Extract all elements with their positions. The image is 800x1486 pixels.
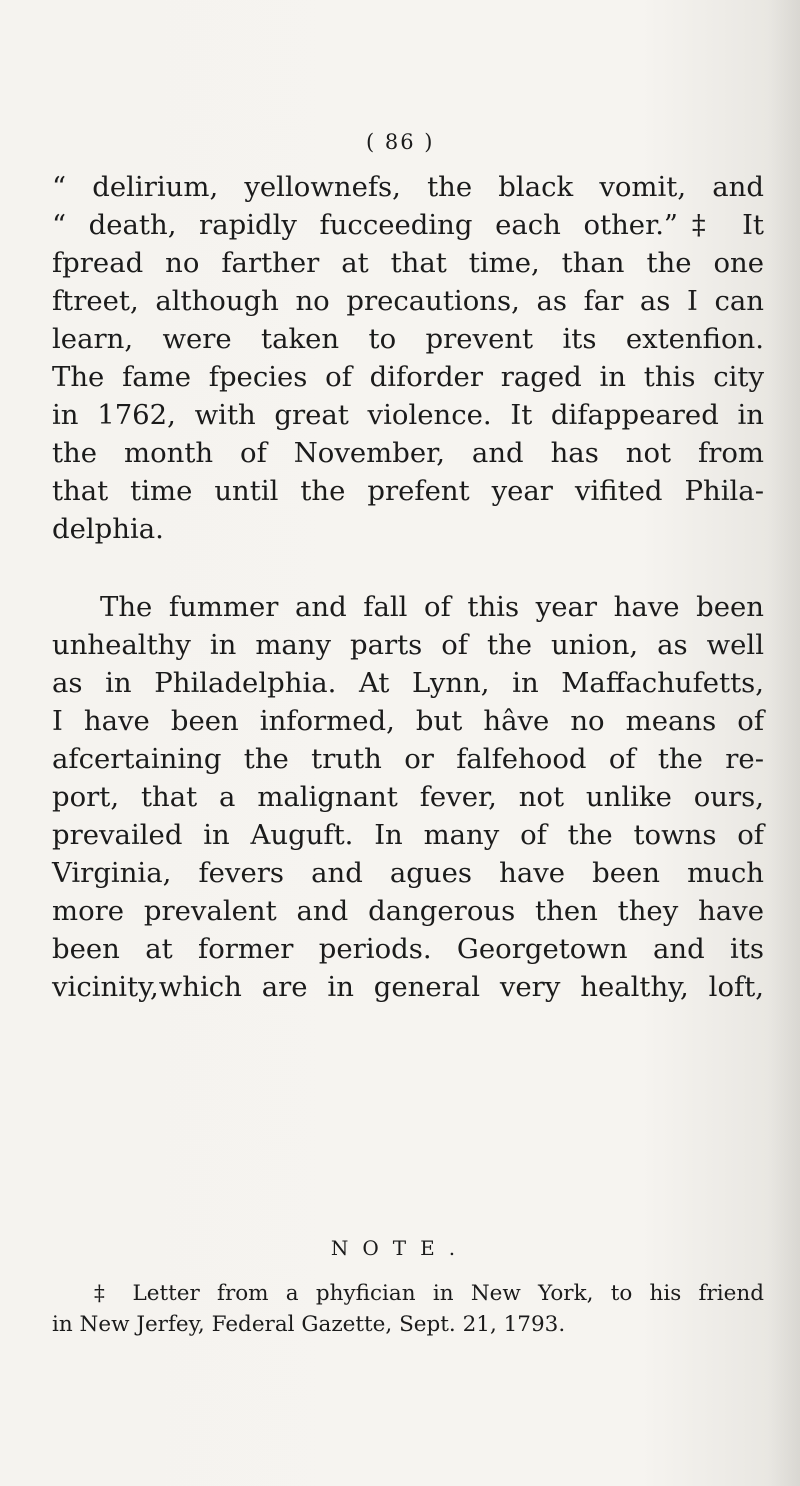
text-line: fpread no farther at that time, than the one bbox=[52, 247, 764, 279]
footnote bbox=[52, 1278, 764, 1340]
paragraph-2 bbox=[52, 588, 764, 1006]
page-number: ( 86 ) bbox=[366, 130, 435, 154]
text-line: The fame fpecies of diforder raged in this city bbox=[52, 361, 764, 393]
text-line: port, that a malignant fever, not unlike ours, bbox=[52, 781, 764, 813]
text-line: The fummer and fall of this year have been bbox=[100, 591, 764, 623]
text-line: unhealthy in many parts of the union, as well bbox=[52, 629, 764, 661]
footnote-line: ‡ Letter from a phyfician in New York, to his friend bbox=[94, 1281, 764, 1306]
note-heading: NOTE. bbox=[330, 1236, 470, 1260]
text-line: more prevalent and dangerous then they have bbox=[52, 895, 764, 927]
text-line: prevailed in Auguft. In many of the towns of bbox=[52, 819, 764, 851]
text-line: as in Philadelphia. At Lynn, in Maffachufetts, bbox=[52, 667, 764, 699]
text-line: the month of November, and has not from bbox=[52, 437, 764, 469]
text-line: I have been informed, but hâve no means of bbox=[52, 705, 764, 737]
text-line: “ delirium, yellownefs, the black vomit, and bbox=[52, 171, 764, 203]
text-line: Virginia, fevers and agues have been much bbox=[52, 857, 764, 889]
text-line: ftreet, although no precautions, as far as I can bbox=[52, 285, 764, 317]
footnote-line: in New Jerfey, Federal Gazette, Sept. 21, 1793. bbox=[52, 1312, 566, 1337]
text-line: delphia. bbox=[52, 513, 164, 545]
text-line: afcertaining the truth or falfehood of the re- bbox=[52, 743, 764, 775]
text-line: vicinity,which are in general very healthy, loft, bbox=[52, 971, 764, 1003]
paragraph-1 bbox=[52, 168, 764, 548]
text-line: in 1762, with great violence. It difappeared in bbox=[52, 399, 764, 431]
text-line: learn, were taken to prevent its extenfion. bbox=[52, 323, 764, 355]
text-line: “ death, rapidly fucceeding each other.”‡ It bbox=[52, 209, 764, 241]
main-text bbox=[52, 168, 764, 1006]
text-line: that time until the prefent year vifited Phila- bbox=[52, 475, 764, 507]
text-line: been at former periods. Georgetown and its bbox=[52, 933, 764, 965]
